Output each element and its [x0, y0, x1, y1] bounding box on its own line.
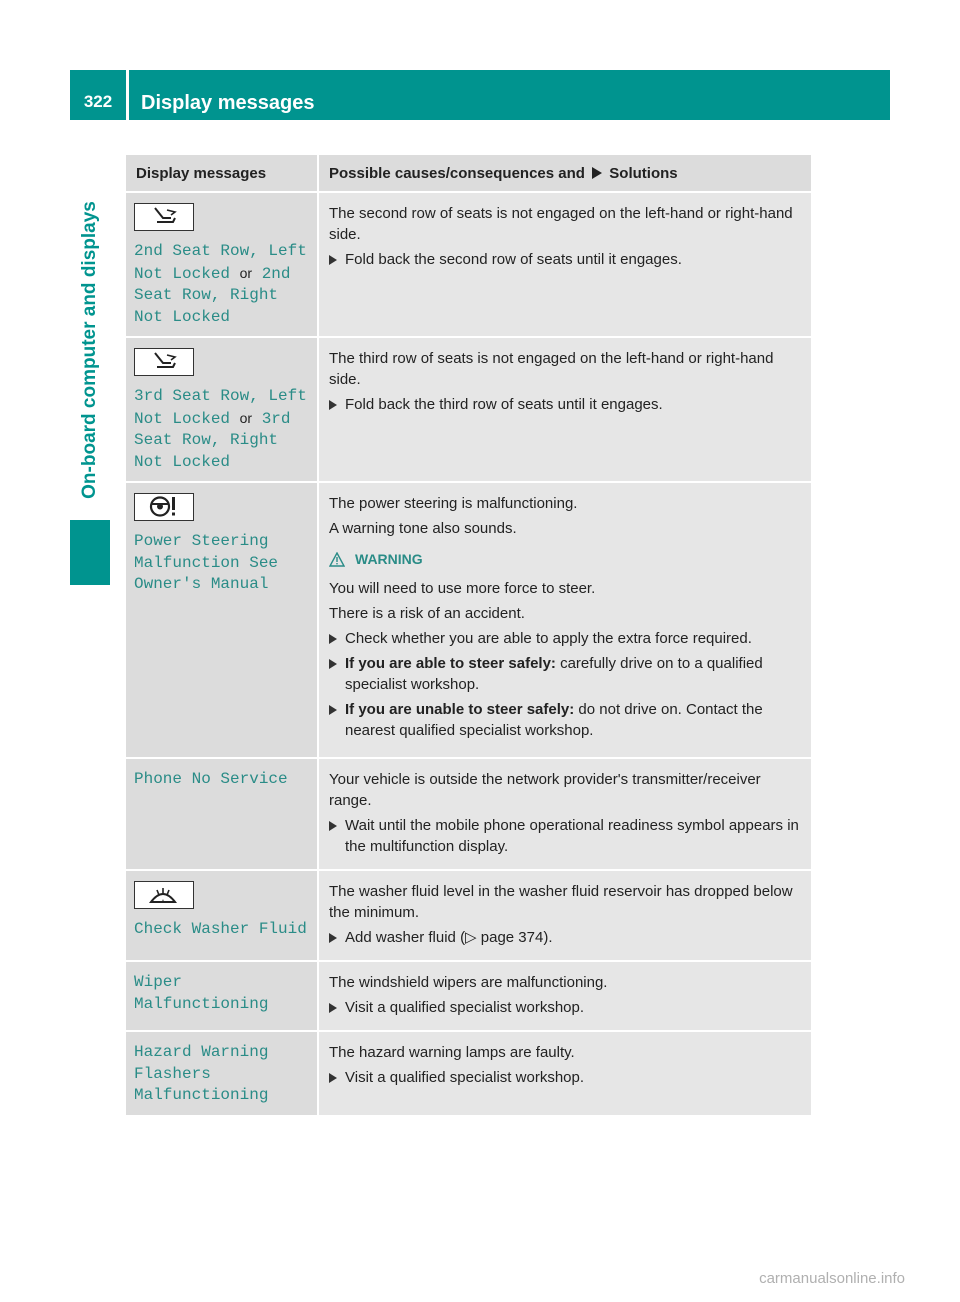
column-header-solutions-prefix: Possible causes/consequences and	[329, 164, 585, 182]
column-header-solutions	[318, 155, 811, 192]
cause-text: The hazard warning lamps are faulty.	[329, 1044, 575, 1061]
solution-cell	[318, 961, 811, 1031]
table-row	[126, 337, 811, 482]
message-text: 2nd	[261, 264, 291, 283]
solution-cell	[318, 192, 811, 337]
warning-text: There is a risk of an accident.	[329, 605, 525, 622]
message-cell	[126, 192, 318, 337]
step-arrow-icon	[329, 400, 337, 410]
step-text: Add washer fluid (▷ page 374).	[345, 929, 553, 946]
step-arrow-icon	[329, 634, 337, 644]
seat-fold-icon	[134, 203, 194, 231]
side-tab-label: On-board computer and displays	[79, 201, 100, 499]
step-text: Check whether you are able to apply the extra force required.	[345, 630, 752, 647]
warning-text: You will need to use more force to steer.	[329, 580, 596, 597]
message-text: 2nd Seat Row, Left	[134, 242, 307, 260]
message-text: Check Washer Fluid	[134, 920, 307, 938]
step-arrow-icon	[329, 1073, 337, 1083]
table-row	[126, 1031, 811, 1116]
message-text: Hazard Warning	[134, 1043, 269, 1061]
message-text: Malfunction See	[134, 553, 279, 572]
message-text: Wiper	[134, 973, 183, 991]
table-row	[126, 870, 811, 961]
step-condition: If you are unable to steer safely:	[345, 701, 575, 718]
warning-label: WARNING	[355, 551, 423, 567]
message-text: Malfunctioning	[134, 994, 269, 1013]
step-text: do not drive on. Contact the nearest qualified specialist workshop.	[345, 701, 763, 739]
message-text: 3rd Seat Row, Left	[134, 387, 307, 405]
table-row	[126, 758, 811, 870]
solution-cell	[318, 1031, 811, 1116]
header-divider	[126, 70, 129, 120]
table-row	[126, 192, 811, 337]
step-condition: If you are able to steer safely:	[345, 655, 556, 672]
solution-step	[329, 249, 803, 270]
solution-step	[329, 1067, 803, 1088]
step-arrow-icon	[329, 705, 337, 715]
step-text: Visit a qualified specialist workshop.	[345, 1069, 585, 1086]
message-cell	[126, 870, 318, 961]
washer-fluid-icon	[134, 881, 194, 909]
message-text: Malfunctioning	[134, 1086, 269, 1104]
step-text: Wait until the mobile phone operational readiness symbol appears in the multifunction display.	[345, 817, 799, 855]
solution-step	[329, 699, 803, 741]
message-cell	[126, 482, 318, 758]
solution-cell	[318, 482, 811, 758]
step-arrow-icon	[329, 821, 337, 831]
table-header-row	[126, 155, 811, 192]
seat-fold-icon	[134, 348, 194, 376]
solution-cell	[318, 337, 811, 482]
warning-triangle-icon	[329, 552, 345, 567]
solution-step	[329, 653, 803, 695]
message-text: Phone No Service	[134, 770, 288, 788]
solution-cell	[318, 758, 811, 870]
cause-text: The power steering is malfunctioning.	[329, 495, 578, 512]
message-cell	[126, 1031, 318, 1116]
or-text: or	[239, 409, 253, 426]
step-text: Fold back the third row of seats until it engages.	[345, 396, 663, 413]
message-text: Not Locked	[134, 307, 231, 326]
table-row	[126, 961, 811, 1031]
solution-step	[329, 394, 803, 415]
warning-heading	[329, 549, 803, 570]
message-text: Power Steering	[134, 532, 269, 550]
arrow-icon	[592, 167, 602, 179]
or-text: or	[239, 264, 253, 281]
message-text: Not Locked	[134, 452, 231, 471]
column-header-messages: Display messages	[126, 155, 318, 192]
cause-text: A warning tone also sounds.	[329, 520, 517, 537]
step-arrow-icon	[329, 1003, 337, 1013]
message-text: Seat Row, Right	[134, 431, 279, 449]
message-text: 3rd	[261, 409, 291, 428]
solution-step	[329, 628, 803, 649]
page-title: Display messages	[141, 92, 315, 114]
solution-step	[329, 997, 803, 1018]
column-header-solutions-suffix: Solutions	[609, 164, 678, 182]
step-arrow-icon	[329, 933, 337, 943]
step-arrow-icon	[329, 255, 337, 265]
page-number: 322	[83, 92, 113, 111]
table-row	[126, 482, 811, 758]
solution-step	[329, 927, 803, 948]
message-cell	[126, 337, 318, 482]
step-text: Fold back the second row of seats until it engages.	[345, 251, 682, 268]
cause-text: The third row of seats is not engaged on the left-hand or right-hand side.	[329, 350, 774, 388]
message-text: Flashers	[134, 1064, 211, 1083]
solution-cell	[318, 870, 811, 961]
cause-text: Your vehicle is outside the network provider's transmitter/receiver range.	[329, 771, 761, 809]
cause-text: The washer fluid level in the washer fluid reservoir has dropped below the minimum.	[329, 883, 793, 921]
message-text: Not Locked	[134, 264, 231, 283]
display-messages-table	[126, 155, 811, 1117]
step-text: Visit a qualified specialist workshop.	[345, 999, 585, 1016]
step-text: carefully drive on to a qualified specialist workshop.	[345, 655, 763, 693]
steering-warning-icon	[134, 493, 194, 521]
message-text: Seat Row, Right	[134, 286, 279, 304]
message-text: Owner's Manual	[134, 575, 269, 593]
message-cell	[126, 961, 318, 1031]
solution-step	[329, 815, 803, 857]
cause-text: The windshield wipers are malfunctioning.	[329, 974, 608, 991]
watermark-text: carmanualsonline.info	[759, 1270, 905, 1287]
side-tab-marker	[70, 520, 110, 585]
step-arrow-icon	[329, 659, 337, 669]
message-text: Not Locked	[134, 409, 231, 428]
cause-text: The second row of seats is not engaged on the left-hand or right-hand side.	[329, 205, 793, 243]
message-cell	[126, 758, 318, 870]
